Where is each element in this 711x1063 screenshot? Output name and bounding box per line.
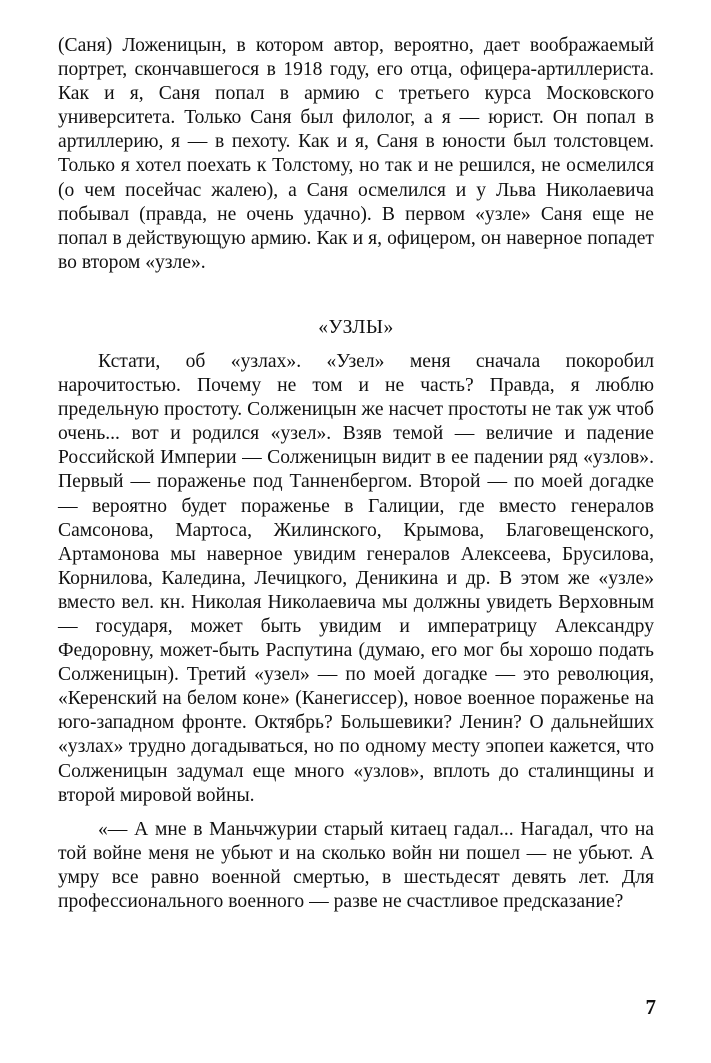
paragraph-uzly: Кстати, об «узлах». «Узел» меня сначала покоробил нарочитостью. Почему не том и не часть? Правда, я люблю предельную простоту. Солженицын же насчет простоты не так уж чтоб очень... вот и родился «узел». Взяв темой — величие и падение Российской Империи — Солженицын видит в ее падении ряд «узлов». Первый — пораженье под Танненбергом. Второй — по моей догадке — вероятно будет пораженье в Галиции, где вместо генералов Самсонова, Мартоса, Жилинского, Крымова, Благовещенского, Артамонова мы наверное увидим генералов Алексеева, Брусилова, Корнилова, Каледина, Лечицкого, Деникина и др. В этом же «узле» вместо вел. кн. Николая Николаевича мы должны увидеть Верховным — государя, может быть увидим и императрицу Александру Федоровну, может-быть Распутина (думаю, его мог бы хорошо подать Солженицын). Третий «узел» — по моей догадке — это революция, «Керенский на белом коне» (Канегиссер), новое военное пораженье на юго-западном фронте. Октябрь? Большевики? Ленин? О дальнейших «узлах» трудно догадываться, но по одному месту эпопеи кажется, что Солженицын задумал еще много «узлов», вплоть до сталинщины и второй мировой войны. <box>58 350 654 806</box>
page-number: 7 <box>645 995 656 1019</box>
paragraph-quote: «— А мне в Маньчжурии старый китаец гадал... Нагадал, что на той войне меня не убьют и на сколько войн ни пошел — не убьют. А умру все равно военной смертью, в шестьдесят девять лет. Для профессионального военного — разве не счастливое предсказание? <box>58 818 654 912</box>
section-heading: «УЗЛЫ» <box>318 316 394 338</box>
page-body <box>58 34 654 914</box>
paragraph-continuation: (Саня) Ложеницын, в котором автор, вероятно, дает воображаемый портрет, скончавшегося в 1918 году, его отца, офицера-артиллериста. Как и я, Саня попал в армию с третьего курса Московского университета. Только Саня был филолог, а я — юрист. Он попал в артиллерию, я — в пехоту. Как и я, Саня в юности был толстовцем. Только я хотел поехать к Толстому, но так и не решился, не осмелился (о чем посейчас жалею), а Саня осмелился и у Льва Николаевича побывал (правда, не очень удачно). В первом «узле» Саня еще не попал в действующую армию. Как и я, офицером, он наверное попадет во втором «узле». <box>58 35 654 273</box>
